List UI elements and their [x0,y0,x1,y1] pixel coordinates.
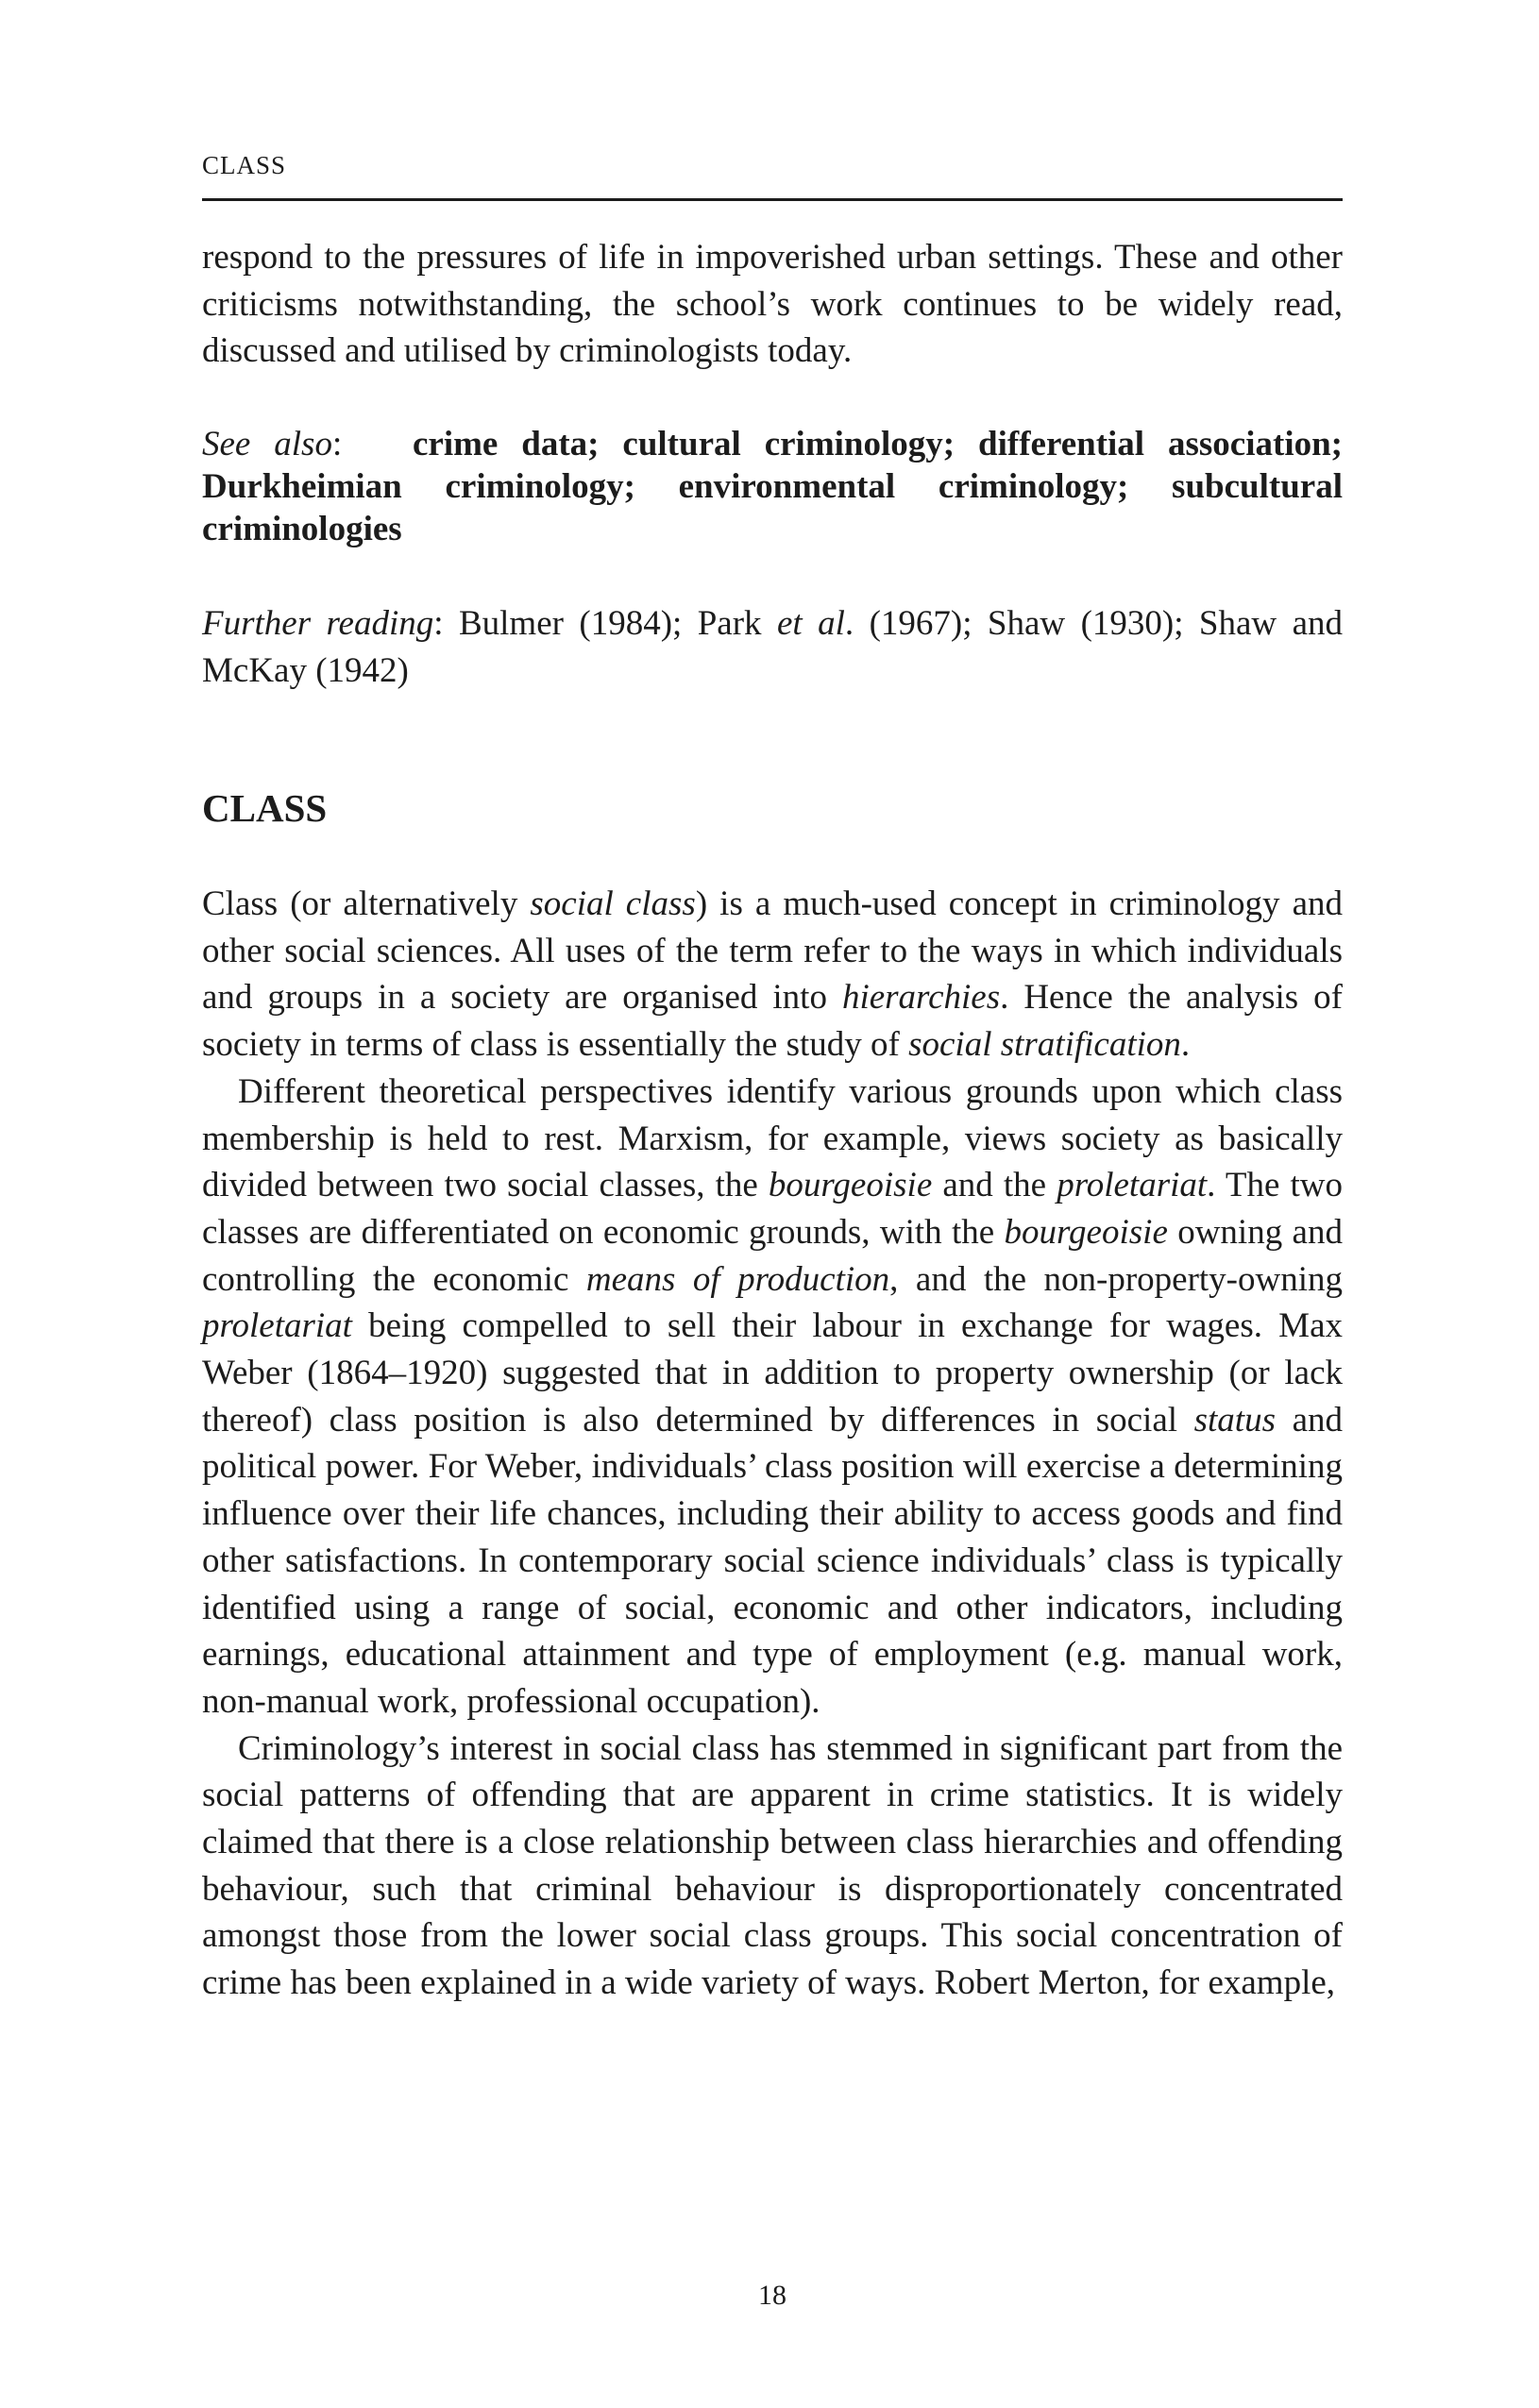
further-reading-label: Further reading [202,604,434,643]
running-head: CLASS [202,151,287,179]
p1-italic-3: social stratification [908,1025,1181,1065]
p2-italic-3: bourgeoisie [1004,1212,1168,1252]
p2-italic-6: status [1193,1400,1276,1440]
paragraph-1 [202,881,1343,1069]
p2-text-1: Different theoretical perspectives identify various grounds upon which class membership is held to rest. Marxism, for example, views society as basically divided between two social classes, the [202,1071,1343,1205]
p2-italic-5: proletariat [202,1306,352,1346]
page-number: 18 [758,2280,786,2311]
header-rule [202,198,1343,201]
p2-text-4: owning and controlling the economic [202,1212,1343,1299]
further-reading-text-after: . (1967); Shaw (1930); Shaw and McKay (1942) [202,604,1343,690]
p1-text-2: ) is a much-used concept in criminology and other social sciences. All uses of the term refer to the ways in which individuals and groups in a society are organised into [202,884,1343,1018]
further-reading-text-before: Bulmer (1984); Park [443,604,777,643]
further-reading-block [202,600,1343,694]
further-reading-et-al: et al [776,604,845,643]
book-page [202,0,1343,2408]
p1-text-1: Class (or alternatively [202,884,531,923]
further-reading-colon: : [433,604,444,643]
p2-text-2: and the [932,1166,1057,1205]
continued-paragraph: respond to the pressures of life in impoverished urban settings. These and other criticisms notwithstanding, the school’s work continues to be widely read, discussed and utilised by criminologists today. [202,238,1343,371]
see-also-terms: crime data; cultural criminology; differential association; Durkheimian criminology; environmental criminology; subcultural criminologies [202,425,1343,548]
entry-body [202,881,1343,2007]
p2-text-7: and political power. For Weber, individuals’ class position will exercise a determining influence over their life chances, including their ability to access goods and find other satisfactions. In contemporary social science individuals’ class is typically identified using a range of social, economic and other indicators, including earnings, educational attainment and type of employment (e.g. manual work, non-manual work, professional occupation). [202,1400,1343,1721]
p1-text-4: . [1180,1025,1191,1065]
p2-text-5: , and the non-property-owning [889,1259,1343,1299]
paragraph-2 [202,1069,1343,1726]
paragraph-3: Criminology’s interest in social class has stemmed in significant part from the social patterns of offending that are apparent in crime statistics. It is widely claimed that there is a close relationship between class hierarchies and offending behaviour, such that criminal behaviour is disproportionately concentrated amongst those from the lower social class groups. This social concentration of crime has been explained in a wide variety of ways. Robert Merton, for example, [202,1728,1343,2003]
p2-text-6: being compelled to sell their labour in exchange for wages. Max Weber (1864–1920) suggested that in addition to property ownership (or lack thereof) class position is also determined by differences in social [202,1306,1343,1440]
p1-italic-2: hierarchies [841,978,1001,1018]
entry-title: CLASS [202,786,328,830]
p2-italic-4: means of production [585,1259,890,1299]
p2-italic-2: proletariat [1057,1166,1208,1205]
p2-text-3: . The two classes are differentiated on economic grounds, with the [202,1166,1343,1252]
p1-text-3: . Hence the analysis of society in terms of class is essentially the study of [202,978,1343,1065]
see-also-block [202,423,1343,550]
see-also-colon: : [331,425,343,463]
p1-italic-1: social class [530,884,696,923]
p2-italic-1: bourgeoisie [768,1166,933,1205]
see-also-label: See also [202,425,332,463]
